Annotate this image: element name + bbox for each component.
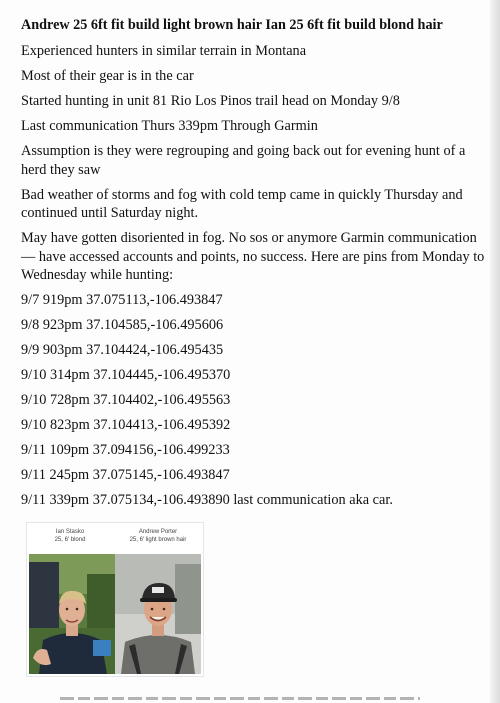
- photo-andrew: [115, 554, 201, 674]
- pins-list: [21, 291, 491, 510]
- pin-item: 9/9 903pm 37.104424,-106.495435: [21, 342, 224, 358]
- missing-persons-photo[interactable]: [26, 522, 204, 677]
- post-content: [21, 16, 491, 516]
- caption-desc: 25, 6' light brown hair: [129, 536, 187, 543]
- paragraph-disoriented: May have gotten disoriented in fog. No sos or anymore Garmin communication— have accessed accounts and points, no success. Here are pins from Monday to Wednesday while hunting:: [21, 230, 485, 283]
- page-edge-shadow: [490, 0, 500, 703]
- paragraph-start: Started hunting in unit 81 Rio Los Pinos trail head on Monday 9/8: [21, 93, 400, 109]
- pin-item: 9/11 109pm 37.094156,-106.499233: [21, 442, 230, 458]
- caption-name: Ian Stasko: [55, 529, 85, 535]
- pin-item: 9/7 919pm 37.075113,-106.493847: [21, 292, 223, 308]
- paragraph-weather: Bad weather of storms and fog with cold temp came in quickly Thursday and continued until Saturday night.: [21, 186, 463, 221]
- paragraph-assumption: Assumption is they were regrouping and going back out for evening hunt of a herd they saw: [21, 143, 466, 178]
- pin-item: 9/10 314pm 37.104445,-106.495370: [21, 367, 231, 383]
- photo-caption-andrew: [115, 529, 201, 544]
- pin-item: 9/11 339pm 37.075134,-106.493890 last communication aka car.: [21, 492, 393, 508]
- photo-ian: [29, 554, 115, 674]
- caption-name: Andrew Porter: [138, 529, 178, 535]
- photo-caption-ian: [27, 529, 113, 544]
- paragraph-last-communication: Last communication Thurs 339pm Through Garmin: [21, 118, 318, 134]
- pin-item: 9/10 823pm 37.104413,-106.495392: [21, 417, 231, 433]
- cut-off-text-line: [60, 696, 420, 703]
- pin-item: 9/11 245pm 37.075145,-106.493847: [21, 467, 230, 483]
- pin-item: 9/8 923pm 37.104585,-106.495606: [21, 317, 224, 333]
- header-description: Andrew 25 6ft fit build light brown hair Ian 25 6ft fit build blond hair: [21, 17, 443, 33]
- caption-desc: 25, 6' blond: [54, 536, 86, 543]
- paragraph-gear: Most of their gear is in the car: [21, 68, 194, 84]
- pin-item: 9/10 728pm 37.104402,-106.495563: [21, 392, 231, 408]
- paragraph-experience: Experienced hunters in similar terrain in Montana: [21, 43, 307, 59]
